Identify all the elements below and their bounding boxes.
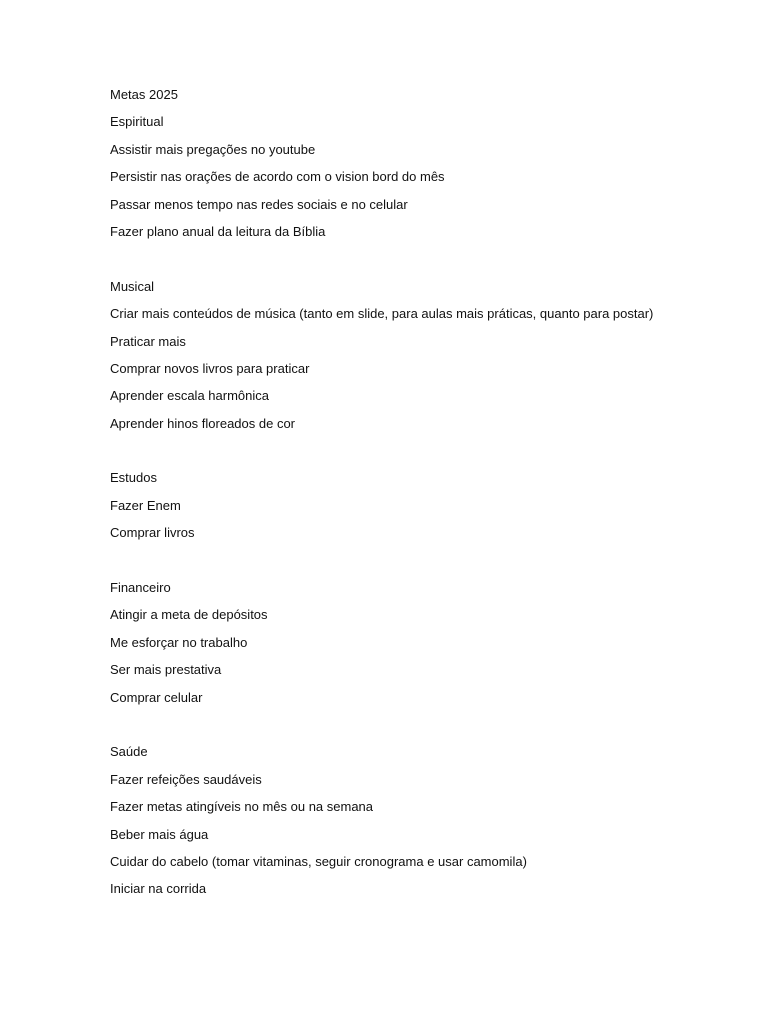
section-financeiro bbox=[110, 578, 730, 715]
list-item: Iniciar na corrida bbox=[110, 881, 207, 897]
list-item: Fazer metas atingíveis no mês ou na semana bbox=[110, 799, 374, 815]
list-item: Comprar novos livros para praticar bbox=[110, 360, 310, 376]
section-saude bbox=[110, 742, 730, 906]
section-heading: Financeiro bbox=[110, 580, 171, 596]
list-item: Aprender escala harmônica bbox=[110, 388, 269, 404]
list-item: Comprar celular bbox=[110, 689, 203, 705]
section-estudos bbox=[110, 468, 730, 550]
list-item: Cuidar do cabelo (tomar vitaminas, seguir cronograma e usar camomila) bbox=[110, 853, 527, 869]
section-heading: Estudos bbox=[110, 470, 157, 486]
list-item: Beber mais água bbox=[110, 826, 209, 842]
list-item: Persistir nas orações de acordo com o vision bord do mês bbox=[110, 169, 445, 185]
section-musical bbox=[110, 277, 730, 441]
list-item: Criar mais conteúdos de música (tanto em slide, para aulas mais práticas, quanto para postar) bbox=[110, 306, 654, 322]
list-item: Me esforçar no trabalho bbox=[110, 634, 248, 650]
list-item: Atingir a meta de depósitos bbox=[110, 607, 268, 623]
list-item: Fazer plano anual da leitura da Bíblia bbox=[110, 223, 326, 239]
section-heading: Espiritual bbox=[110, 114, 164, 130]
list-item: Ser mais prestativa bbox=[110, 662, 222, 678]
section-espiritual bbox=[110, 112, 730, 249]
document-body bbox=[110, 85, 730, 907]
list-item: Assistir mais pregações no youtube bbox=[110, 141, 316, 157]
list-item: Comprar livros bbox=[110, 525, 195, 541]
list-item: Passar menos tempo nas redes sociais e no celular bbox=[110, 196, 408, 212]
list-item: Praticar mais bbox=[110, 333, 186, 349]
document-title: Metas 2025 bbox=[110, 87, 178, 102]
list-item: Aprender hinos floreados de cor bbox=[110, 415, 296, 431]
section-heading: Saúde bbox=[110, 744, 148, 760]
list-item: Fazer refeições saudáveis bbox=[110, 771, 262, 787]
section-heading: Musical bbox=[110, 278, 155, 294]
list-item: Fazer Enem bbox=[110, 497, 181, 513]
